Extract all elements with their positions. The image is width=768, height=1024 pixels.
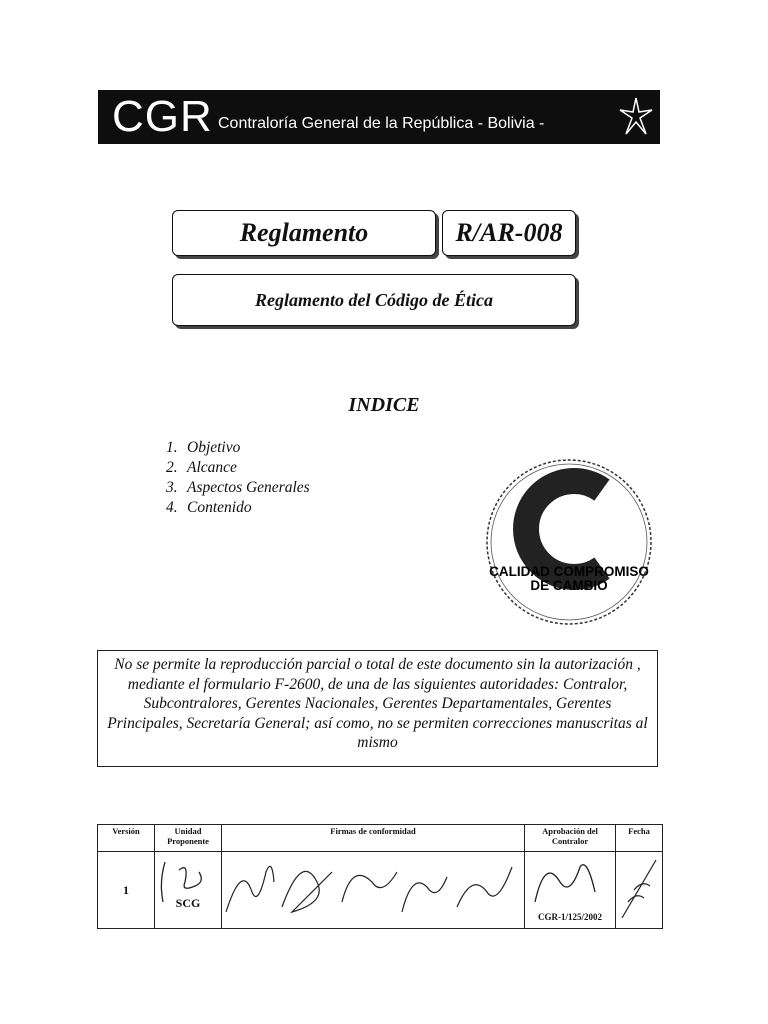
version-value: 1 — [98, 852, 155, 929]
approval-signature-table — [97, 824, 663, 929]
organization-name: Contraloría General de la República - Bolivia - — [218, 115, 545, 132]
handwritten-signatures — [222, 852, 522, 926]
handwritten-date — [616, 852, 666, 926]
unit-signature — [155, 852, 217, 924]
document-type: Reglamento — [239, 218, 369, 247]
version-header: Versión — [98, 825, 155, 852]
contralor-signature — [525, 852, 611, 912]
signatures-header: Firmas de conformidad — [222, 825, 525, 852]
unit-code: SCG — [175, 896, 201, 910]
reproduction-notice: No se permite la reproducción parcial o total de este documento sin la autorización , mediante el formulario F-2600, de una de las siguientes autoridades: Contralor, Subcontralores, Gerentes Nacionales, Gerentes Departamentales, Gerentes Principales, Secretaría General; así como, no se permiten correcciones manuscritas al mismo — [97, 650, 658, 767]
unit-cell — [155, 852, 222, 929]
document-type-box — [172, 210, 436, 256]
approval-code: CGR-1/125/2002 — [538, 912, 602, 922]
approval-cell — [525, 852, 616, 929]
index-item: 4. Contenido — [166, 499, 252, 516]
quality-seal-stamp — [484, 452, 654, 632]
index-item: 3. Aspectos Generales — [166, 479, 310, 496]
date-cell — [616, 852, 663, 929]
document-code: R/AR-008 — [455, 218, 563, 247]
index-title: INDICE — [348, 394, 420, 416]
star-emblem-icon — [618, 96, 654, 136]
document-header — [98, 90, 660, 144]
seal-line1: CALIDAD COMPROMISO — [489, 564, 649, 579]
index-item: 1. Objetivo — [166, 439, 241, 456]
cgr-logo: CGR — [112, 92, 213, 141]
approval-header: Aprobación del Contralor — [525, 825, 616, 852]
index-item: 2. Alcance — [166, 459, 237, 476]
document-title: Reglamento del Código de Ética — [255, 289, 493, 310]
document-code-box — [442, 210, 576, 256]
unit-header: Unidad Proponente — [155, 825, 222, 852]
index-list — [166, 438, 310, 518]
signatures-cell — [222, 852, 525, 929]
seal-line2: DE CAMBIO — [530, 578, 608, 593]
document-title-box — [172, 274, 576, 326]
date-header: Fecha — [616, 825, 663, 852]
